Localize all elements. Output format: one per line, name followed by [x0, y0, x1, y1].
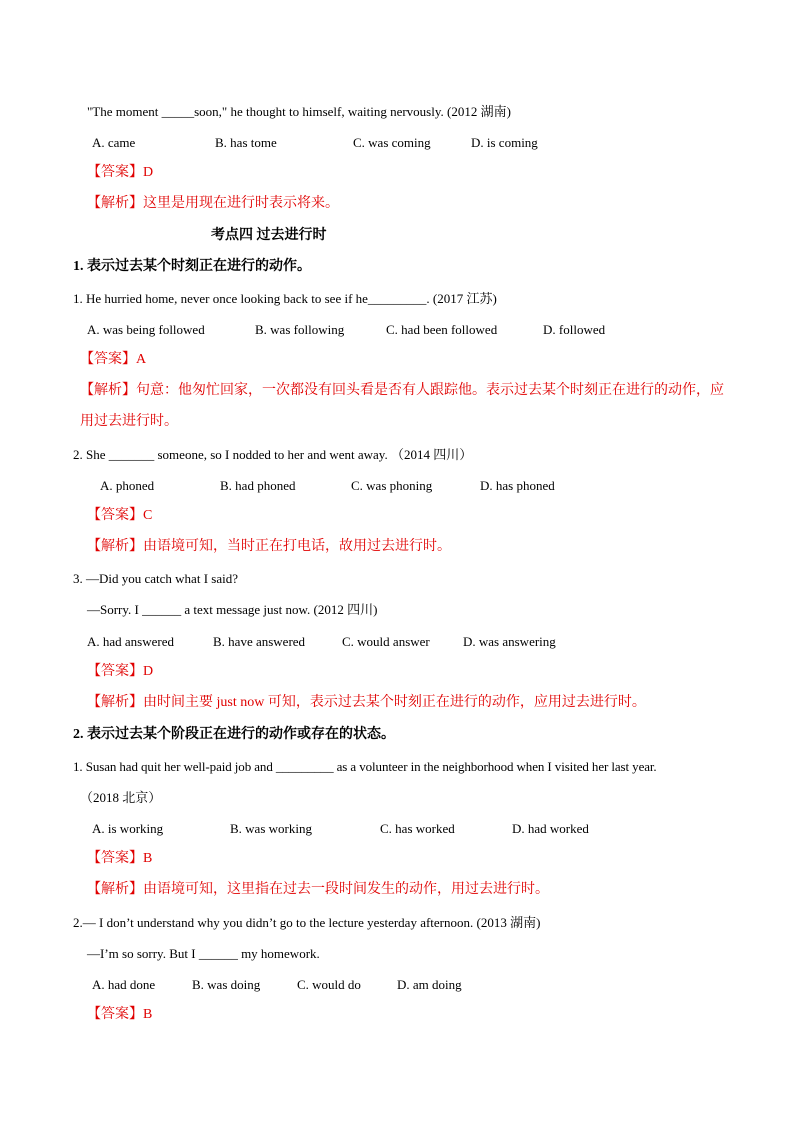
question-stem: 2.— I don’t understand why you didn’t go to the lecture yesterday afternoon. (2013 湖南) [73, 915, 541, 930]
answer: 【答案】B [87, 851, 153, 866]
option-c: C. has worked [380, 821, 455, 836]
option-c: C. had been followed [386, 322, 498, 337]
option-c: C. was coming [353, 135, 431, 150]
option-b: B. has tome [215, 135, 277, 150]
question-stem: 2. She _______ someone, so I nodded to her and went away. （2014 四川） [73, 447, 473, 462]
option-a: A. had done [92, 977, 156, 992]
analysis: 【解析】由语境可知，当时正在打电话，故用过去进行时。 [87, 539, 451, 554]
question-stem-reply: —Sorry. I ______ a text message just now. (2012 四川) [87, 602, 378, 617]
question-stem-reply: —I’m so sorry. But I ______ my homework. [87, 946, 320, 961]
option-d: D. am doing [397, 977, 462, 992]
analysis: 【解析】这里是用现在进行时表示将来。 [87, 196, 339, 211]
option-d: D. has phoned [480, 478, 555, 493]
point-heading: 1. 表示过去某个时刻正在进行的动作。 [73, 259, 311, 274]
option-a: A. is working [92, 821, 164, 836]
section-title: 考点四 过去进行时 [211, 228, 327, 243]
analysis: 【解析】由语境可知，这里指在过去一段时间发生的动作，用过去进行时。 [87, 882, 549, 897]
option-d: D. had worked [512, 821, 589, 836]
option-a: A. had answered [87, 634, 174, 649]
answer: 【答案】B [87, 1007, 153, 1022]
option-d: D. was answering [463, 634, 556, 649]
option-b: B. was working [230, 821, 312, 836]
option-b: B. had phoned [220, 478, 296, 493]
question-stem: 3. —Did you catch what I said? [73, 571, 238, 586]
option-c: C. would answer [342, 634, 430, 649]
option-b: B. have answered [213, 634, 306, 649]
answer: 【答案】C [87, 508, 153, 523]
option-b: B. was following [255, 322, 345, 337]
answer: 【答案】D [87, 664, 154, 679]
option-c: C. was phoning [351, 478, 433, 493]
question-stem-source: （2018 北京） [80, 790, 162, 805]
analysis-continued: 用过去进行时。 [80, 414, 178, 429]
question-stem: 1. Susan had quit her well-paid job and _________ as a volunteer in the neighborhood when I visited her last year. [73, 759, 657, 774]
point-heading: 2. 表示过去某个阶段正在进行的动作或存在的状态。 [73, 727, 395, 742]
question-stem: "The moment _____soon," he thought to himself, waiting nervously. (2012 湖南) [87, 104, 511, 119]
option-b: B. was doing [192, 977, 261, 992]
option-d: D. is coming [471, 135, 538, 150]
analysis: 【解析】句意：他匆忙回家，一次都没有回头看是否有人跟踪他。表示过去某个时刻正在进行的动作，应 [80, 383, 724, 398]
option-a: A. came [92, 135, 136, 150]
answer: 【答案】A [80, 352, 147, 367]
answer: 【答案】D [87, 165, 154, 180]
analysis: 【解析】由时间主要 just now 可知，表示过去某个时刻正在进行的动作，应用过去进行时。 [87, 695, 646, 710]
option-c: C. would do [297, 977, 361, 992]
option-a: A. phoned [100, 478, 155, 493]
option-d: D. followed [543, 322, 606, 337]
question-stem: 1. He hurried home, never once looking back to see if he_________. (2017 江苏) [73, 291, 497, 306]
option-a: A. was being followed [87, 322, 205, 337]
